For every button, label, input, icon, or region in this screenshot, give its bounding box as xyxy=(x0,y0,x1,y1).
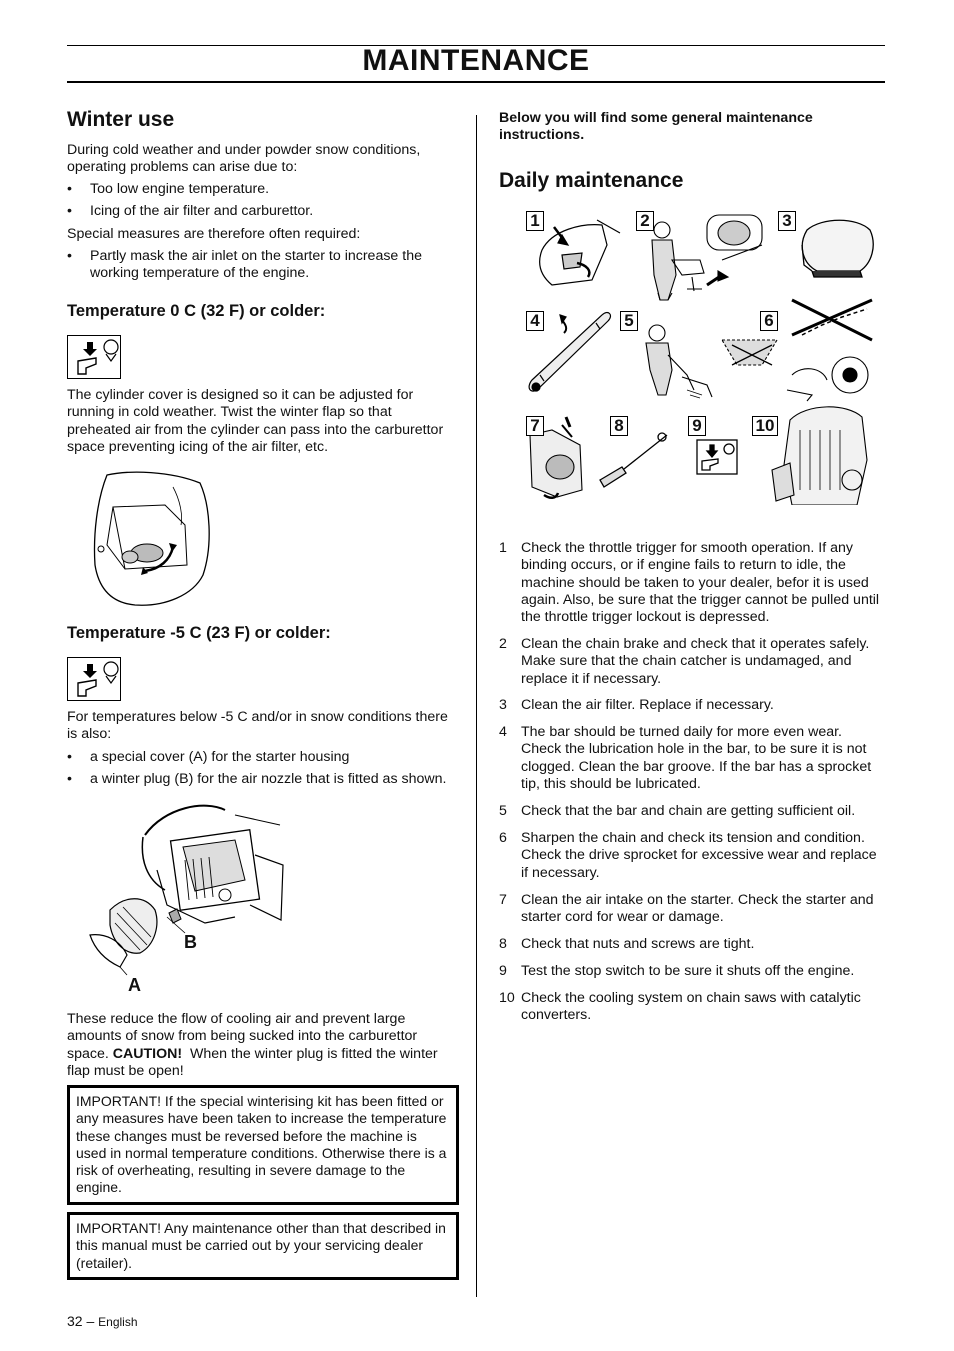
list-item-text: Partly mask the air inlet on the starter to increase the working temperature of the engine. xyxy=(90,248,422,282)
step-number: 2 xyxy=(499,636,507,652)
stop-switch-manual-icon xyxy=(697,440,737,474)
step-number: 8 xyxy=(499,936,507,952)
step-number: 9 xyxy=(499,963,507,979)
winter-use-intro: During cold weather and under powder snow conditions, operating problems can arise due to: xyxy=(67,142,421,176)
cylinder-cover-illustration xyxy=(85,465,220,615)
figure-label-7: 7 xyxy=(526,416,544,436)
step-text: Check the cooling system on chain saws with catalytic converters. xyxy=(521,990,861,1024)
step-number: 6 xyxy=(499,830,507,846)
step-text: Clean the chain brake and check that it operates safely. Make sure that the chain catcher is undamaged, and replace it if necessary. xyxy=(521,636,870,687)
chain-sprocket-figure xyxy=(722,300,872,401)
figure-label-5: 5 xyxy=(620,311,638,331)
list-item-text: Icing of the air filter and carburettor. xyxy=(90,203,314,219)
step-number: 4 xyxy=(499,724,507,740)
footer-language: English xyxy=(98,1315,138,1329)
step-number: 1 xyxy=(499,540,507,556)
page-title: MAINTENANCE xyxy=(362,44,590,77)
list-item-text: Too low engine temperature. xyxy=(90,181,270,197)
temp0-text: The cylinder cover is designed so it can be adjusted for running in cold weather. Twist the winter flap so that preheated air from the cylinder can pass into the carburettor space preventing icing of the air filter, etc. xyxy=(67,387,444,455)
special-measures-text: Special measures are therefore often required: xyxy=(67,226,361,242)
header-bottom-rule xyxy=(67,81,885,83)
daily-maintenance-figures xyxy=(522,205,882,510)
air-filter-figure xyxy=(802,220,873,277)
figure-label-4: 4 xyxy=(526,311,544,331)
step-number: 5 xyxy=(499,803,507,819)
winter-kit-illustration xyxy=(85,795,285,1005)
step-text: Check that the bar and chain are getting sufficient oil. xyxy=(521,803,856,819)
step-text: Clean the air intake on the starter. Check the starter and starter cord for wear or damage. xyxy=(521,892,874,926)
figure-label-3: 3 xyxy=(778,211,796,231)
caution-label: CAUTION! xyxy=(112,1045,183,1062)
chain-brake-figure xyxy=(652,215,762,300)
temp5-heading: Temperature -5 C (23 F) or colder: xyxy=(67,624,331,642)
important-box-servicing: IMPORTANT! Any maintenance other than that described in this manual must be carried out by your servicing dealer (retailer). xyxy=(67,1212,459,1280)
temp0-heading: Temperature 0 C (32 F) or colder: xyxy=(67,302,326,320)
bullet-dot: • xyxy=(67,248,72,264)
list-item-text: a special cover (A) for the starter housing xyxy=(90,749,350,765)
list-item-text: a winter plug (B) for the air nozzle that is fitted as shown. xyxy=(90,771,447,787)
manual-reference-icon xyxy=(67,657,121,701)
caution-text: When the winter plug is fitted the winter flap must be open! xyxy=(67,1045,438,1079)
page-footer xyxy=(67,1313,138,1329)
figure-label-10: 10 xyxy=(752,416,778,436)
step-text: Clean the air filter. Replace if necessary. xyxy=(521,697,774,713)
step-text: Check that nuts and screws are tight. xyxy=(521,936,755,952)
screwdriver-figure xyxy=(600,433,667,487)
column-divider xyxy=(476,115,477,1297)
step-number: 7 xyxy=(499,892,507,908)
figure-label-6: 6 xyxy=(760,311,778,331)
bullet-dot: • xyxy=(67,771,72,787)
figure-label-9: 9 xyxy=(688,416,706,436)
page-number: 32 – xyxy=(67,1313,95,1329)
manual-reference-icon xyxy=(67,335,121,379)
bullet-dot: • xyxy=(67,203,72,219)
step-number: 10 xyxy=(499,990,515,1006)
reduce-flow-text xyxy=(67,1011,449,1080)
figure-label-8: 8 xyxy=(610,416,628,436)
step-text: Sharpen the chain and check its tension and condition. Check the drive sprocket for excessive wear and replace if necessary. xyxy=(521,830,877,881)
step-text: Check the throttle trigger for smooth operation. If any binding occurs, or if engine fails to return to idle, the machine should be taken to your dealer, befor it is used again. Also, be sure that the trigger cannot be pulled until the throttle trigger lockout is depressed. xyxy=(521,540,880,626)
step-number: 3 xyxy=(499,697,507,713)
label-a: A xyxy=(128,975,141,995)
reduce-flow-body: These reduce the flow of cooling air and prevent large amounts of snow from being sucked into the carburettor space. xyxy=(67,1011,418,1062)
temp5-text: For temperatures below -5 C and/or in snow conditions there is also: xyxy=(67,709,448,743)
winter-use-heading: Winter use xyxy=(67,108,175,131)
step-text: The bar should be turned daily for more even wear. Check the lubrication hole in the bar, to be sure it is not clogged. Clean the bar groove. If the bar has a sprocket tip, this should be lubricated. xyxy=(521,724,872,792)
figure-label-2: 2 xyxy=(636,211,654,231)
bullet-dot: • xyxy=(67,181,72,197)
figure-label-1: 1 xyxy=(526,211,544,231)
step-text: Test the stop switch to be sure it shuts off the engine. xyxy=(521,963,855,979)
label-b: B xyxy=(184,932,197,952)
daily-maintenance-heading: Daily maintenance xyxy=(499,169,684,192)
general-instructions-intro: Below you will find some general maintenance instructions. xyxy=(499,110,813,144)
throttle-handle-figure xyxy=(540,220,620,285)
cooling-system-figure xyxy=(772,407,867,505)
bar-oil-figure xyxy=(646,325,712,398)
important-box-winterising: IMPORTANT! If the special winterising kit has been fitted or any measures have been taken to increase the temperature these changes must be reversed before the machine is used in normal temperature conditions. Otherwise there is a risk of overheating, resulting in severe damage to the engine. xyxy=(67,1085,459,1205)
bullet-dot: • xyxy=(67,749,72,765)
